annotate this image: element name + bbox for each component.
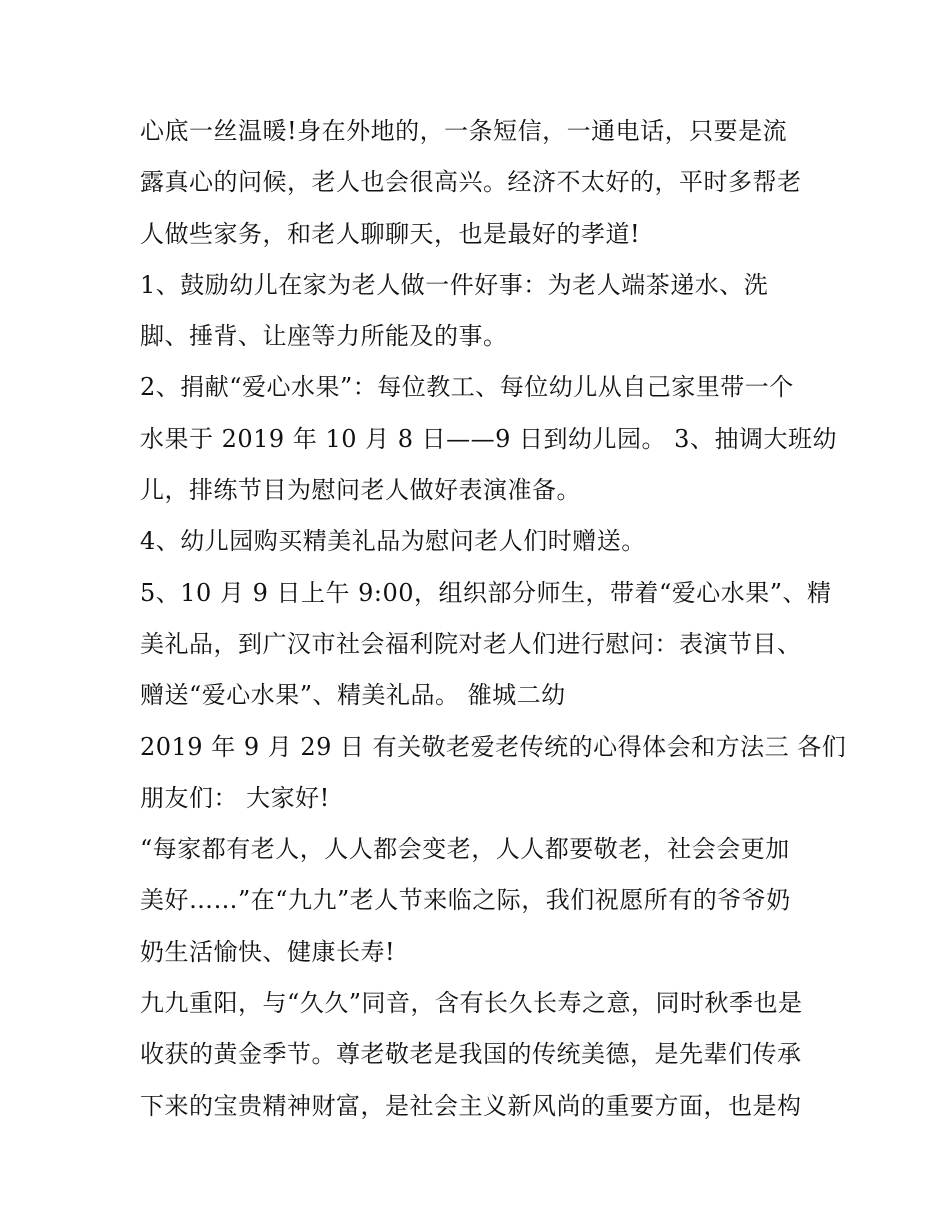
text-line: 心底一丝温暖!身在外地的，一条短信，一通电话，只要是流 bbox=[140, 117, 788, 145]
text-line: “每家都有老人，人人都会变老，人人都要敬老，社会会更加 bbox=[140, 835, 790, 864]
list-item-line: 5、10 月 9 日上午 9:00，组织部分师生，带着“爱心水果”、精 bbox=[140, 578, 832, 607]
document-body bbox=[140, 106, 847, 1132]
list-item-line: 1、鼓励幼儿在家为老人做一件好事：为老人端茶递水、洗 bbox=[140, 270, 769, 299]
text-line: 美好……”在“九九”老人节来临之际，我们祝愿所有的爷爷奶 bbox=[140, 886, 791, 915]
list-item-line: 美礼品，到广汉市社会福利院对老人们进行慰问：表演节目、 bbox=[140, 629, 802, 658]
text-line: 下来的宝贵精神财富，是社会主义新风尚的重要方面，也是构 bbox=[140, 1091, 802, 1120]
text-line: 收获的黄金季节。尊老敬老是我国的传统美德，是先辈们传承 bbox=[140, 1040, 802, 1069]
text-line: 人做些家务，和老人聊聊天，也是最好的孝道! bbox=[140, 219, 641, 248]
list-item-line: 儿，排练节目为慰问老人做好表演准备。 bbox=[140, 476, 581, 505]
list-item-line: 2、捐献“爱心水果”：每位教工、每位幼儿从自己家里带一个 bbox=[140, 373, 794, 402]
list-item-line: 水果于 2019 年 10 月 8 日——9 日到幼儿园。 3、抽调大班幼 bbox=[140, 424, 837, 453]
text-line: 九九重阳，与“久久”同音，含有长久长寿之意，同时秋季也是 bbox=[140, 989, 803, 1018]
signature-line: 赠送“爱心水果”、精美礼品。 雒城二幼 bbox=[140, 681, 566, 710]
greeting-line: 朋友们： 大家好! bbox=[140, 783, 330, 812]
list-item-line: 4、幼儿园购买精美礼品为慰问老人们时赠送。 bbox=[140, 527, 646, 556]
date-heading-line: 2019 年 9 月 29 日 有关敬老爱老传统的心得体会和方法三 各们 bbox=[140, 732, 847, 761]
text-line: 奶生活愉快、健康长寿! bbox=[140, 937, 396, 966]
text-line: 露真心的问候，老人也会很高兴。经济不太好的，平时多帮老 bbox=[140, 168, 802, 197]
list-item-line: 脚、捶背、让座等力所能及的事。 bbox=[140, 322, 508, 351]
